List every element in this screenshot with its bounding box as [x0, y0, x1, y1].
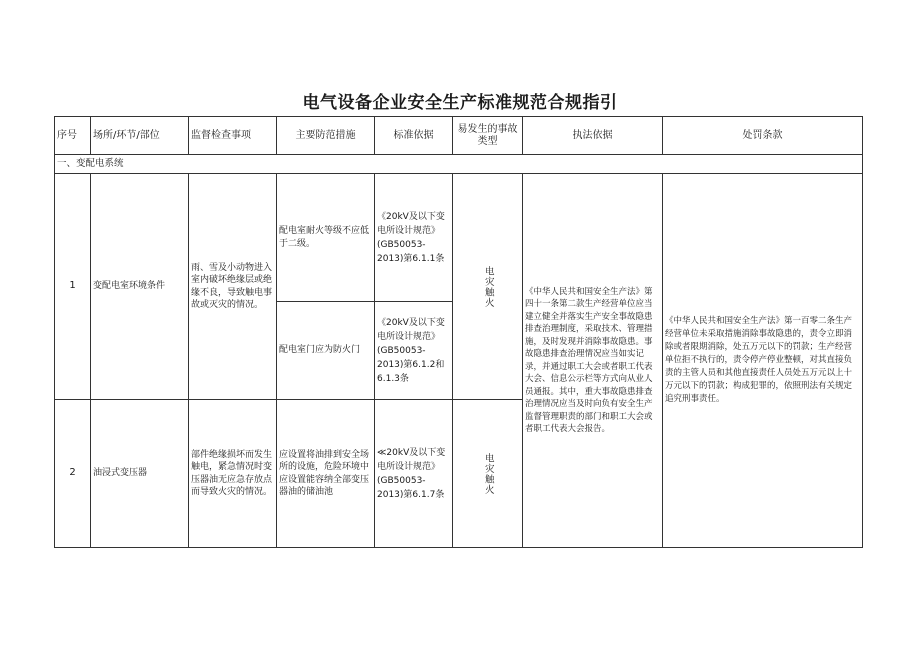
row-accident: 电灾触火 [482, 265, 494, 308]
row-measure: 配电室耐火等级不应低于二级。 [277, 174, 375, 302]
law-basis: 《中华人民共和国安全生产法》第四十一条第二款生产经营单位应当建立健全并落实生产安全事故隐患排查治理制度，采取技术、管理措施，及时发现并消除事故隐患。事故隐患排查治理情况应当如实记录，并通过职工大会或者职工代表大会、信息公示栏等方式向从业人员通报。其中，重大事故隐患排查治理情况应当及时向负有安全生产监督管理职责的部门和职工大会或者职工代表大会报告。 [523, 174, 663, 548]
penalty-clause: 《中华人民共和国安全生产法》第一百零二条生产经营单位未采取措施消除事故隐患的，责令立即消除或者限期消除，处五万元以下的罚款；生产经营单位拒不执行的，责令停产停业整顿，对其直接负责的主管人员和其他直接责任人员处五万元以上十万元以下的罚款；构成犯罪的，依照刑法有关规定追究刑事责任。 [663, 174, 863, 548]
header-standard: 标准依据 [375, 117, 453, 155]
page-title: 电气设备企业安全生产标准规范合规指引 [302, 93, 618, 113]
row-standard: ≪20kV及以下变电所设计规范》(GB50053-2013)第6.1.7条 [375, 400, 453, 548]
header-law: 执法依据 [523, 117, 663, 155]
row-number: 1 [55, 174, 91, 400]
row-measure: 应设置将油排到安全场所的设施，危险环境中应设置能容纳全部变压器油的储油池 [277, 400, 375, 548]
header-item: 监督检查事项 [189, 117, 277, 155]
row-standard: 《20kV及以下变电所设计规范》(GB50053-2013)第6.1.1条 [375, 174, 453, 302]
row-accident: 电灾触火 [482, 452, 494, 495]
section-row [55, 155, 863, 174]
header-penalty: 处罚条款 [663, 117, 863, 155]
row-number: 2 [55, 400, 91, 548]
row-place: 变配电室环境条件 [91, 174, 189, 400]
row-accident-cell [453, 400, 523, 548]
row-item: 雨、雪及小动物进入室内破坏绝缘层或绝缘不良，导致触电事故或灭灾的情况。 [189, 174, 277, 400]
header-place: 场所/环节/部位 [91, 117, 189, 155]
compliance-table [54, 116, 863, 548]
row-measure: 配电室门应为防火门 [277, 302, 375, 400]
row-accident-cell [453, 174, 523, 400]
header-row [55, 117, 863, 155]
header-accident: 易发生的事故类型 [453, 117, 523, 155]
row-item: 部件绝缘损坏而发生触电，紧急情况时变压器油无应急存放点而导致火灾的情况。 [189, 400, 277, 548]
header-no: 序号 [55, 117, 91, 155]
row-place: 油浸式变压器 [91, 400, 189, 548]
section-title: 一、变配电系统 [55, 155, 863, 174]
row-standard: 《20kV及以下变电所设计规范》(GB50053-2013)第6.1.2和6.1.3条 [375, 302, 453, 400]
header-measure: 主要防范措施 [277, 117, 375, 155]
table-row [55, 174, 863, 302]
